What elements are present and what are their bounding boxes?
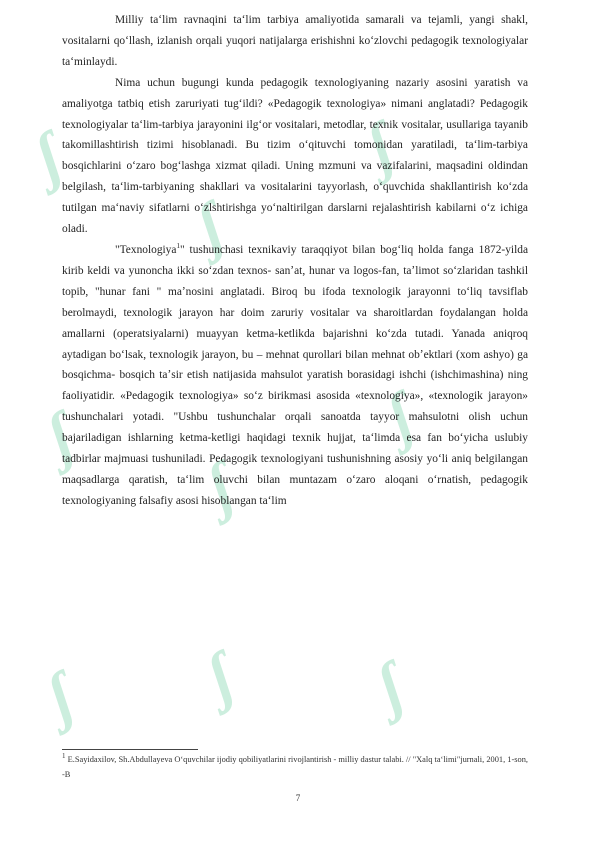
footnote-reference[interactable]: 1 xyxy=(176,242,180,251)
watermark-logo: ʃ xyxy=(184,190,237,263)
page-body xyxy=(62,10,528,512)
paragraph-lead: "Texnologiya xyxy=(115,243,177,256)
watermark-logo: ʃ xyxy=(34,660,87,733)
watermark-logo: ʃ xyxy=(194,640,247,713)
watermark-logo: ʃ xyxy=(34,400,87,473)
watermark-logo: ʃ xyxy=(22,120,75,193)
paragraph: Milliy taʻlim ravnaqini taʻlim tarbiya amaliyotida samarali va tejamli, yangi shakl, vositalarni qoʻllash, izlanish orqali yuqori natijalarga erishishni koʻzlovchi pedagogik texnologiyalar taʻminlaydi. xyxy=(62,14,528,68)
paragraph-text: " tushunchasi texnikaviy taraqqiyot bilan bogʻliq holda fanga 1872-yilda kirib keldi va yunoncha ikki soʻzdan texnos- sanʼat, hunar va logos-fan, taʼlimot soʻzlaridan tashkil topib, "hunar fani " maʼnosini anglatadi. Biroq bu ifoda texnologik jarayonni toʻliq tavsiflab berolmaydi, texnologik jarayon har doim zaruriy vositalar va sharoitlardan foydalangan holda amallarni (operatsiyalarni) muayyan ketma-ketlikda bajarishni koʻzda tutadi. Yanada aniqroq aytadigan boʻlsak, texnologik jarayon, bu – mehnat qurollari bilan mehnat obʼektlari (xom ashyo) ga bosqichma- bosqich taʼsir etish natijasida mahsulot yaratish borasidagi ishchi (ishchimashina) ning faoliyatidir. «Pedagogik texnologiya» soʻz birikmasi asosida «texnologiya», «texnologik jarayon» tushunchalari yotadi. "Ushbu tushunchalar orqali sanoatda tayyor mahsulotni olish uchun bajariladigan ishlarning ketma-ketligi haqidagi texnik hujjat, taʻlimda esa fan boʻyicha uslubiy tadbirlar majmuasi tushuniladi. Pedagogik texnologiyani tushunishning asosiy yoʻli aniq belgilangan maqsadlarga qaratish, taʻlim oluvchi bilan muntazam oʻzaro aloqani oʻrnatish, pedagogik texnologiyaning falsafiy asosi hisoblangan taʻlim xyxy=(62,243,528,507)
footnote-text: E.Sayidaxilov, Sh.Abdullayeva Oʻquvchilar ijodiy qobiliyatlarini rivojlantirish - milliy dastur talabi. // "Xalq taʻlimi"jurnali, 2001, 1-son, -B xyxy=(62,755,528,779)
watermark-logo: ʃ xyxy=(194,450,247,523)
footnote-marker: 1 xyxy=(62,752,66,761)
footnote xyxy=(62,752,528,782)
footnote-divider xyxy=(62,749,198,750)
paragraph xyxy=(62,240,528,512)
watermark-logo: ʃ xyxy=(364,650,417,723)
watermark-logo: ʃ xyxy=(354,110,407,183)
paragraph: Nima uchun bugungi kunda pedagogik texnologiyaning nazariy asosini yaratish va amaliyotga tatbiq etish zaruriyati tugʻildi? «Pedagogik texnologiya» nimani anglatadi? Pedagogik texnologiyalar taʻlim-tarbiya jarayonini ilgʻor vositalari, metodlar, texnik vositalar, usullariga tayanib takomillashtirish tizimi hisoblanadi. Bu tizim oʻqituvchi tomonidan yaratiladi, taʻlim-tarbiya bosqichlarini oʻzaro bogʻlashga xizmat qiladi. Uning mzmuni va vazifalarini, maqsadini oldindan belgilash, taʻlim-tarbiyaning shakllari va vositalarini tayyorlash, oʻquvchida shakllantirish koʻzda tutilgan maʻnaviy sifatlarni oʻzlshtirishga yoʻnaltirilgan darslarni rejalashtirish kabilarni oʻz ichiga oladi. xyxy=(62,76,528,236)
page-number: 7 xyxy=(295,793,301,803)
watermark-logo: ʃ xyxy=(374,380,427,453)
